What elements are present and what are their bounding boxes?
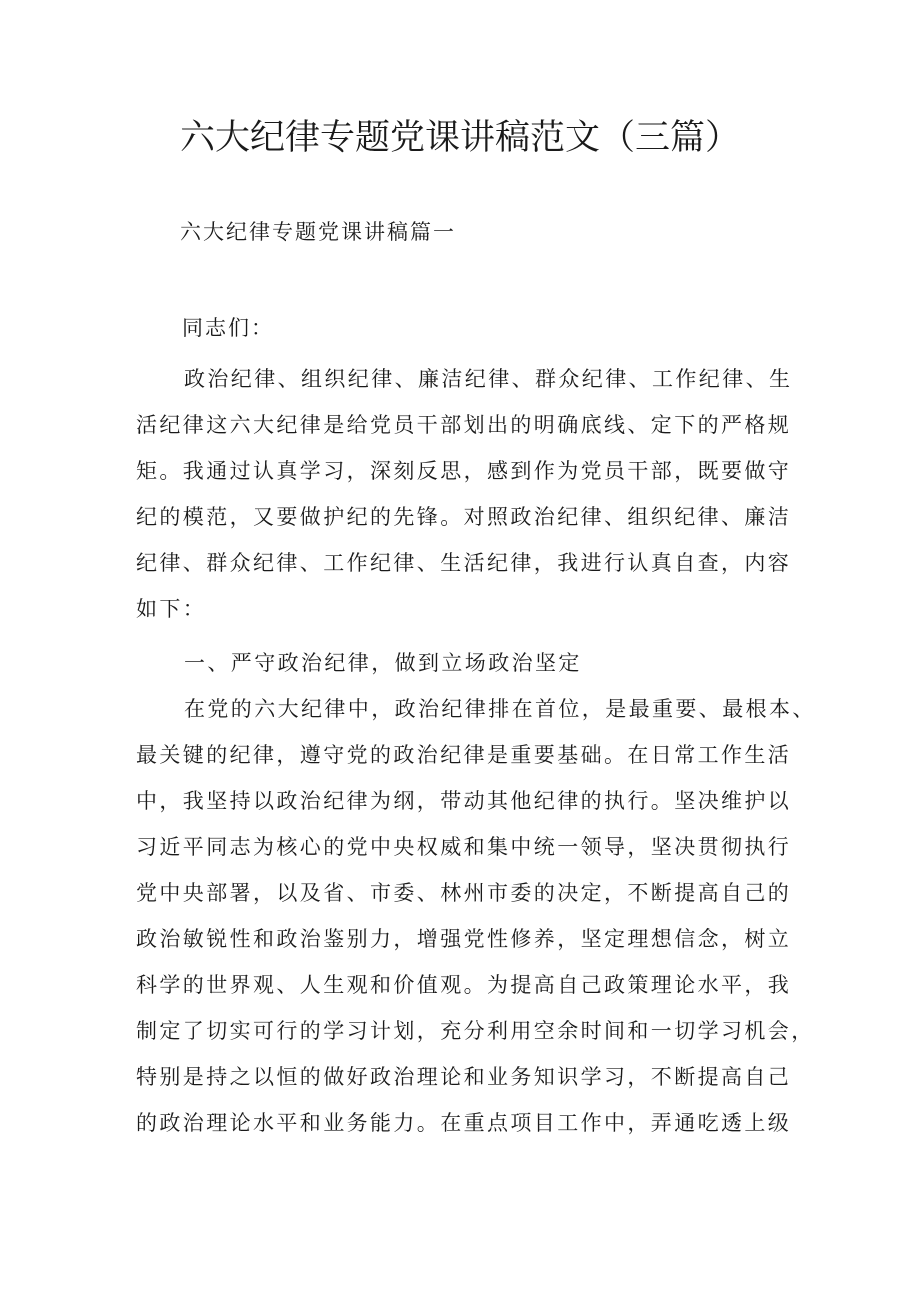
paragraph-line: 最关键的纪律，遵守党的政治纪律是重要基础。在日常工作生活 (136, 743, 792, 767)
paragraph-line: 纪律、群众纪律、工作纪律、生活纪律，我进行认真自查，内容 (136, 551, 792, 575)
paragraph-1 (136, 356, 796, 632)
paragraph-line: 政治敏锐性和政治鉴别力，增强党性修养，坚定理想信念，树立 (136, 927, 792, 951)
paragraph-line: 特别是持之以恒的做好政治理论和业务知识学习，不断提高自己 (136, 1065, 792, 1089)
paragraph-line: 在党的六大纪律中，政治纪律排在首位，是最重要、最根本、 (184, 697, 816, 721)
paragraph-line: 科学的世界观、人生观和价值观。为提高自己政策理论水平，我 (136, 973, 792, 997)
paragraph-line: 纪的模范，又要做护纪的先锋。对照政治纪律、组织纪律、廉洁 (136, 505, 792, 529)
paragraph-2 (136, 686, 816, 1146)
paragraph-line: 制定了切实可行的学习计划，充分利用空余时间和一切学习机会， (136, 1019, 815, 1043)
paragraph-line: 的政治理论水平和业务能力。在重点项目工作中，弄通吃透上级 (136, 1111, 792, 1135)
section-heading-1 (136, 640, 796, 686)
section-subtitle: 六大纪律专题党课讲稿篇一 (180, 220, 456, 244)
paragraph-line: 习近平同志为核心的党中央权威和集中统一领导，坚决贯彻执行 (136, 835, 792, 859)
document-title: 六大纪律专题党课讲稿范文（三篇） (180, 118, 741, 158)
paragraph-line: 矩。我通过认真学习，深刻反思，感到作为党员干部，既要做守 (136, 459, 792, 483)
paragraph-line: 中，我坚持以政治纪律为纲，带动其他纪律的执行。坚决维护以 (136, 789, 792, 813)
paragraph-line: 党中央部署，以及省、市委、林州市委的决定，不断提高自己的 (136, 881, 792, 905)
greeting: 同志们： (182, 316, 274, 340)
paragraph-line: 活纪律这六大纪律是给党员干部划出的明确底线、定下的严格规 (136, 413, 792, 437)
paragraph-line: 政治纪律、组织纪律、廉洁纪律、群众纪律、工作纪律、生 (184, 367, 793, 391)
paragraph-line: 如下： (136, 597, 207, 621)
section-heading-text: 一、严守政治纪律，做到立场政治坚定 (184, 651, 582, 675)
